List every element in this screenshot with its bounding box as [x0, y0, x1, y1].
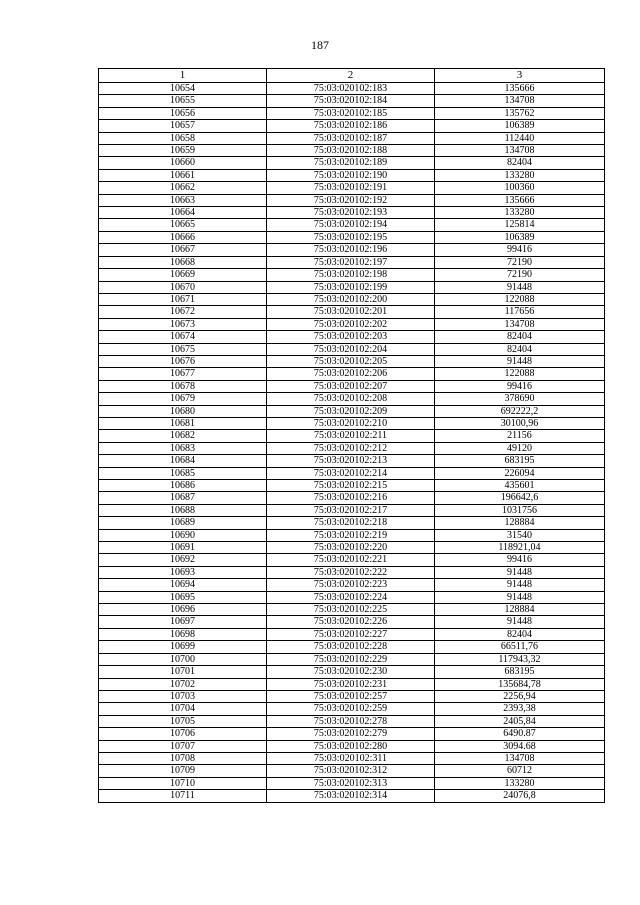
- row-number-cell: 10705: [99, 715, 267, 727]
- cadastral-number-cell: 75:03:020102:186: [267, 120, 435, 132]
- table-row: [99, 417, 605, 429]
- row-number-cell: 10669: [99, 269, 267, 281]
- value-cell: 82404: [435, 628, 605, 640]
- row-number-cell: 10665: [99, 219, 267, 231]
- row-number-cell: 10697: [99, 616, 267, 628]
- row-number-cell: 10676: [99, 355, 267, 367]
- row-number-cell: 10690: [99, 529, 267, 541]
- cadastral-number-cell: 75:03:020102:225: [267, 604, 435, 616]
- table-row: [99, 752, 605, 764]
- cadastral-number-cell: 75:03:020102:201: [267, 306, 435, 318]
- header-cell-3: 3: [435, 69, 605, 83]
- table-row: [99, 455, 605, 467]
- cadastral-number-cell: 75:03:020102:198: [267, 269, 435, 281]
- table-row: [99, 653, 605, 665]
- cadastral-number-cell: 75:03:020102:207: [267, 380, 435, 392]
- cadastral-number-cell: 75:03:020102:187: [267, 132, 435, 144]
- row-number-cell: 10670: [99, 281, 267, 293]
- cadastral-number-cell: 75:03:020102:183: [267, 83, 435, 95]
- table-row: [99, 591, 605, 603]
- value-cell: 435601: [435, 480, 605, 492]
- table-row: [99, 393, 605, 405]
- cadastral-number-cell: 75:03:020102:214: [267, 467, 435, 479]
- table-row: [99, 529, 605, 541]
- cadastral-number-cell: 75:03:020102:312: [267, 765, 435, 777]
- row-number-cell: 10672: [99, 306, 267, 318]
- cadastral-number-cell: 75:03:020102:278: [267, 715, 435, 727]
- cadastral-number-cell: 75:03:020102:218: [267, 517, 435, 529]
- cadastral-number-cell: 75:03:020102:197: [267, 256, 435, 268]
- cadastral-number-cell: 75:03:020102:185: [267, 107, 435, 119]
- table-row: [99, 231, 605, 243]
- value-cell: 378690: [435, 393, 605, 405]
- value-cell: 683195: [435, 455, 605, 467]
- value-cell: 128884: [435, 517, 605, 529]
- table-row: [99, 219, 605, 231]
- cadastral-number-cell: 75:03:020102:231: [267, 678, 435, 690]
- value-cell: 117943,32: [435, 653, 605, 665]
- table-row: [99, 256, 605, 268]
- row-number-cell: 10693: [99, 566, 267, 578]
- row-number-cell: 10698: [99, 628, 267, 640]
- value-cell: 125814: [435, 219, 605, 231]
- row-number-cell: 10662: [99, 182, 267, 194]
- value-cell: 82404: [435, 343, 605, 355]
- cadastral-number-cell: 75:03:020102:200: [267, 293, 435, 305]
- row-number-cell: 10671: [99, 293, 267, 305]
- table-body: [99, 83, 605, 803]
- row-number-cell: 10679: [99, 393, 267, 405]
- cadastral-number-cell: 75:03:020102:313: [267, 777, 435, 789]
- row-number-cell: 10684: [99, 455, 267, 467]
- value-cell: 117656: [435, 306, 605, 318]
- row-number-cell: 10691: [99, 542, 267, 554]
- value-cell: 226094: [435, 467, 605, 479]
- cadastral-number-cell: 75:03:020102:210: [267, 417, 435, 429]
- table-row: [99, 83, 605, 95]
- row-number-cell: 10663: [99, 194, 267, 206]
- row-number-cell: 10686: [99, 480, 267, 492]
- row-number-cell: 10692: [99, 554, 267, 566]
- value-cell: 100360: [435, 182, 605, 194]
- cadastral-number-cell: 75:03:020102:196: [267, 244, 435, 256]
- value-cell: 91448: [435, 579, 605, 591]
- value-cell: 112440: [435, 132, 605, 144]
- cadastral-number-cell: 75:03:020102:226: [267, 616, 435, 628]
- cadastral-number-cell: 75:03:020102:190: [267, 169, 435, 181]
- row-number-cell: 10700: [99, 653, 267, 665]
- table-row: [99, 566, 605, 578]
- row-number-cell: 10654: [99, 83, 267, 95]
- row-number-cell: 10687: [99, 492, 267, 504]
- table-row: [99, 703, 605, 715]
- table-row: [99, 678, 605, 690]
- value-cell: 91448: [435, 566, 605, 578]
- table-row: [99, 331, 605, 343]
- row-number-cell: 10699: [99, 641, 267, 653]
- cadastral-number-cell: 75:03:020102:205: [267, 355, 435, 367]
- cadastral-number-cell: 75:03:020102:199: [267, 281, 435, 293]
- value-cell: 106389: [435, 120, 605, 132]
- row-number-cell: 10666: [99, 231, 267, 243]
- table-row: [99, 790, 605, 802]
- value-cell: 122088: [435, 293, 605, 305]
- row-number-cell: 10702: [99, 678, 267, 690]
- cadastral-number-cell: 75:03:020102:259: [267, 703, 435, 715]
- table-row: [99, 207, 605, 219]
- cadastral-number-cell: 75:03:020102:194: [267, 219, 435, 231]
- table-row: [99, 281, 605, 293]
- row-number-cell: 10668: [99, 256, 267, 268]
- value-cell: 683195: [435, 666, 605, 678]
- row-number-cell: 10707: [99, 740, 267, 752]
- table-row: [99, 368, 605, 380]
- value-cell: 118921,04: [435, 542, 605, 554]
- table-row: [99, 306, 605, 318]
- row-number-cell: 10656: [99, 107, 267, 119]
- table-row: [99, 293, 605, 305]
- value-cell: 128884: [435, 604, 605, 616]
- value-cell: 2256,94: [435, 690, 605, 702]
- value-cell: 72190: [435, 256, 605, 268]
- value-cell: 31540: [435, 529, 605, 541]
- table-row: [99, 554, 605, 566]
- table-row: [99, 690, 605, 702]
- cadastral-number-cell: 75:03:020102:222: [267, 566, 435, 578]
- table-row: [99, 380, 605, 392]
- value-cell: 135684,78: [435, 678, 605, 690]
- header-cell-1: 1: [99, 69, 267, 83]
- cadastral-number-cell: 75:03:020102:209: [267, 405, 435, 417]
- value-cell: 91448: [435, 355, 605, 367]
- row-number-cell: 10695: [99, 591, 267, 603]
- table-row: [99, 616, 605, 628]
- value-cell: 60712: [435, 765, 605, 777]
- row-number-cell: 10677: [99, 368, 267, 380]
- value-cell: 135762: [435, 107, 605, 119]
- cadastral-number-cell: 75:03:020102:184: [267, 95, 435, 107]
- table-row: [99, 355, 605, 367]
- cadastral-number-cell: 75:03:020102:206: [267, 368, 435, 380]
- table-row: [99, 728, 605, 740]
- row-number-cell: 10710: [99, 777, 267, 789]
- table-row: [99, 504, 605, 516]
- cadastral-number-cell: 75:03:020102:213: [267, 455, 435, 467]
- table-row: [99, 145, 605, 157]
- value-cell: 135666: [435, 83, 605, 95]
- value-cell: 82404: [435, 157, 605, 169]
- table-row: [99, 194, 605, 206]
- value-cell: 196642,6: [435, 492, 605, 504]
- row-number-cell: 10704: [99, 703, 267, 715]
- row-number-cell: 10658: [99, 132, 267, 144]
- cadastral-number-cell: 75:03:020102:279: [267, 728, 435, 740]
- row-number-cell: 10655: [99, 95, 267, 107]
- row-number-cell: 10696: [99, 604, 267, 616]
- row-number-cell: 10706: [99, 728, 267, 740]
- table-row: [99, 641, 605, 653]
- cadastral-number-cell: 75:03:020102:229: [267, 653, 435, 665]
- cadastral-number-cell: 75:03:020102:216: [267, 492, 435, 504]
- row-number-cell: 10708: [99, 752, 267, 764]
- value-cell: 24076,8: [435, 790, 605, 802]
- cadastral-number-cell: 75:03:020102:227: [267, 628, 435, 640]
- cadastral-number-cell: 75:03:020102:215: [267, 480, 435, 492]
- row-number-cell: 10657: [99, 120, 267, 132]
- cadastral-number-cell: 75:03:020102:257: [267, 690, 435, 702]
- page-number: 187: [311, 38, 329, 52]
- value-cell: 91448: [435, 591, 605, 603]
- cadastral-number-cell: 75:03:020102:204: [267, 343, 435, 355]
- cadastral-number-cell: 75:03:020102:223: [267, 579, 435, 591]
- value-cell: 6490.87: [435, 728, 605, 740]
- table-row: [99, 318, 605, 330]
- row-number-cell: 10674: [99, 331, 267, 343]
- table-row: [99, 107, 605, 119]
- value-cell: 82404: [435, 331, 605, 343]
- row-number-cell: 10682: [99, 430, 267, 442]
- table-row: [99, 765, 605, 777]
- row-number-cell: 10660: [99, 157, 267, 169]
- row-number-cell: 10667: [99, 244, 267, 256]
- value-cell: 133280: [435, 169, 605, 181]
- row-number-cell: 10664: [99, 207, 267, 219]
- value-cell: 134708: [435, 95, 605, 107]
- value-cell: 30100,96: [435, 417, 605, 429]
- value-cell: 91448: [435, 616, 605, 628]
- row-number-cell: 10661: [99, 169, 267, 181]
- value-cell: 2393,38: [435, 703, 605, 715]
- cadastral-number-cell: 75:03:020102:311: [267, 752, 435, 764]
- value-cell: 21156: [435, 430, 605, 442]
- cadastral-number-cell: 75:03:020102:220: [267, 542, 435, 554]
- row-number-cell: 10678: [99, 380, 267, 392]
- table-row: [99, 244, 605, 256]
- row-number-cell: 10701: [99, 666, 267, 678]
- row-number-cell: 10685: [99, 467, 267, 479]
- value-cell: 692222,2: [435, 405, 605, 417]
- cadastral-number-cell: 75:03:020102:224: [267, 591, 435, 603]
- row-number-cell: 10659: [99, 145, 267, 157]
- cadastral-number-cell: 75:03:020102:208: [267, 393, 435, 405]
- value-cell: 122088: [435, 368, 605, 380]
- row-number-cell: 10683: [99, 442, 267, 454]
- value-cell: 49120: [435, 442, 605, 454]
- cadastral-number-cell: 75:03:020102:193: [267, 207, 435, 219]
- row-number-cell: 10709: [99, 765, 267, 777]
- cadastral-number-cell: 75:03:020102:230: [267, 666, 435, 678]
- header-cell-2: 2: [267, 69, 435, 83]
- row-number-cell: 10711: [99, 790, 267, 802]
- cadastral-number-cell: 75:03:020102:280: [267, 740, 435, 752]
- table-row: [99, 517, 605, 529]
- table-row: [99, 430, 605, 442]
- table-row: [99, 442, 605, 454]
- table-row: [99, 492, 605, 504]
- table-row: [99, 628, 605, 640]
- header-row: [99, 69, 605, 83]
- cadastral-number-cell: 75:03:020102:202: [267, 318, 435, 330]
- cadastral-number-cell: 75:03:020102:191: [267, 182, 435, 194]
- table-row: [99, 777, 605, 789]
- row-number-cell: 10675: [99, 343, 267, 355]
- table-header: [99, 69, 605, 83]
- row-number-cell: 10680: [99, 405, 267, 417]
- table-row: [99, 542, 605, 554]
- table-row: [99, 405, 605, 417]
- table-row: [99, 169, 605, 181]
- cadastral-number-cell: 75:03:020102:314: [267, 790, 435, 802]
- table-row: [99, 182, 605, 194]
- data-table: [98, 68, 605, 803]
- cadastral-number-cell: 75:03:020102:195: [267, 231, 435, 243]
- table-row: [99, 666, 605, 678]
- value-cell: 91448: [435, 281, 605, 293]
- value-cell: 133280: [435, 207, 605, 219]
- value-cell: 134708: [435, 752, 605, 764]
- cadastral-number-cell: 75:03:020102:203: [267, 331, 435, 343]
- cadastral-number-cell: 75:03:020102:228: [267, 641, 435, 653]
- value-cell: 134708: [435, 318, 605, 330]
- cadastral-number-cell: 75:03:020102:212: [267, 442, 435, 454]
- value-cell: 3094.68: [435, 740, 605, 752]
- table-row: [99, 120, 605, 132]
- table-row: [99, 467, 605, 479]
- value-cell: 72190: [435, 269, 605, 281]
- row-number-cell: 10703: [99, 690, 267, 702]
- value-cell: 134708: [435, 145, 605, 157]
- value-cell: 66511,76: [435, 641, 605, 653]
- cadastral-number-cell: 75:03:020102:221: [267, 554, 435, 566]
- cadastral-number-cell: 75:03:020102:189: [267, 157, 435, 169]
- value-cell: 99416: [435, 554, 605, 566]
- cadastral-number-cell: 75:03:020102:217: [267, 504, 435, 516]
- table-row: [99, 579, 605, 591]
- row-number-cell: 10694: [99, 579, 267, 591]
- cadastral-number-cell: 75:03:020102:192: [267, 194, 435, 206]
- table-row: [99, 480, 605, 492]
- row-number-cell: 10681: [99, 417, 267, 429]
- value-cell: 99416: [435, 244, 605, 256]
- value-cell: 133280: [435, 777, 605, 789]
- table-row: [99, 269, 605, 281]
- value-cell: 1031756: [435, 504, 605, 516]
- cadastral-number-cell: 75:03:020102:188: [267, 145, 435, 157]
- table-row: [99, 740, 605, 752]
- row-number-cell: 10673: [99, 318, 267, 330]
- cadastral-number-cell: 75:03:020102:211: [267, 430, 435, 442]
- cadastral-number-cell: 75:03:020102:219: [267, 529, 435, 541]
- value-cell: 106389: [435, 231, 605, 243]
- value-cell: 2405,84: [435, 715, 605, 727]
- value-cell: 135666: [435, 194, 605, 206]
- table-row: [99, 343, 605, 355]
- table-row: [99, 157, 605, 169]
- table-row: [99, 604, 605, 616]
- table-row: [99, 715, 605, 727]
- table-row: [99, 132, 605, 144]
- table-row: [99, 95, 605, 107]
- value-cell: 99416: [435, 380, 605, 392]
- row-number-cell: 10688: [99, 504, 267, 516]
- row-number-cell: 10689: [99, 517, 267, 529]
